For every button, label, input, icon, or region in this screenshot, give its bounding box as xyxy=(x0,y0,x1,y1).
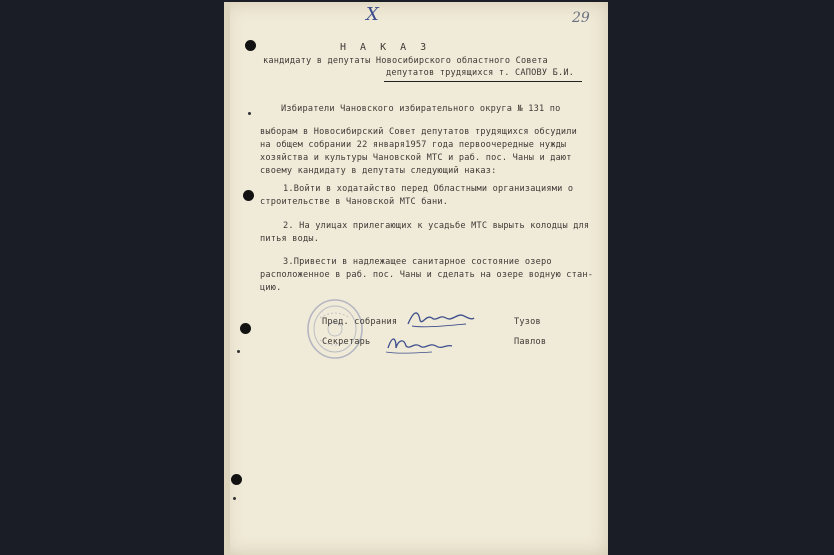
intro-line: своему кандидату в депутаты следующий наказ: xyxy=(260,166,497,176)
signature-name: Тузов xyxy=(514,317,541,327)
binder-hole xyxy=(245,40,256,51)
handwritten-signature xyxy=(384,332,456,356)
item-line: 1.Войти в ходатайство перед Областными организациями о xyxy=(283,184,574,194)
intro-line: хозяйства и культуры Чановской МТС и раб. пос. Чаны и дают xyxy=(260,153,572,163)
binder-hole xyxy=(240,323,251,334)
sheet-edge xyxy=(224,2,230,555)
round-stamp xyxy=(306,298,364,360)
intro-line: Избиратели Чановского избирательного округа № 131 по xyxy=(281,104,561,114)
handwritten-signature xyxy=(404,306,476,330)
item-line: расположенное в раб. пос. Чаны и сделать на озере водную стан- xyxy=(260,270,594,280)
item-line: питья воды. xyxy=(260,234,320,244)
intro-line: на общем собрании 22 января1957 года первоочередные нужды xyxy=(260,140,567,150)
item-line: 3.Привести в надлежащее санитарное состояние озеро xyxy=(283,257,552,267)
item-line: 2. На улицах прилегающих к усадьбе МТС вырыть колодцы для xyxy=(283,221,590,231)
title-underline xyxy=(384,81,582,82)
intro-line: выборам в Новосибирский Совет депутатов трудящихся обсудили xyxy=(260,127,578,137)
ink-speck xyxy=(248,112,251,115)
signature-name: Павлов xyxy=(514,337,547,347)
top-mark: Х xyxy=(366,4,379,25)
signature-role: Секретарь xyxy=(322,337,371,347)
item-line: строительстве в Чановской МТС бани. xyxy=(260,197,449,207)
page-number: 29 xyxy=(572,10,590,26)
signature-role: Пред. собрания xyxy=(322,317,398,327)
subtitle-line: депутатов трудящихся т. САПОВУ Б.И. xyxy=(386,68,575,78)
ink-speck xyxy=(233,497,236,500)
subtitle-line: кандидату в депутаты Новосибирского областного Совета xyxy=(263,56,548,66)
item-line: цию. xyxy=(260,283,282,293)
binder-hole xyxy=(243,190,254,201)
document-title: Н А К А З xyxy=(340,42,431,53)
ink-speck xyxy=(237,350,240,353)
binder-hole xyxy=(231,474,242,485)
